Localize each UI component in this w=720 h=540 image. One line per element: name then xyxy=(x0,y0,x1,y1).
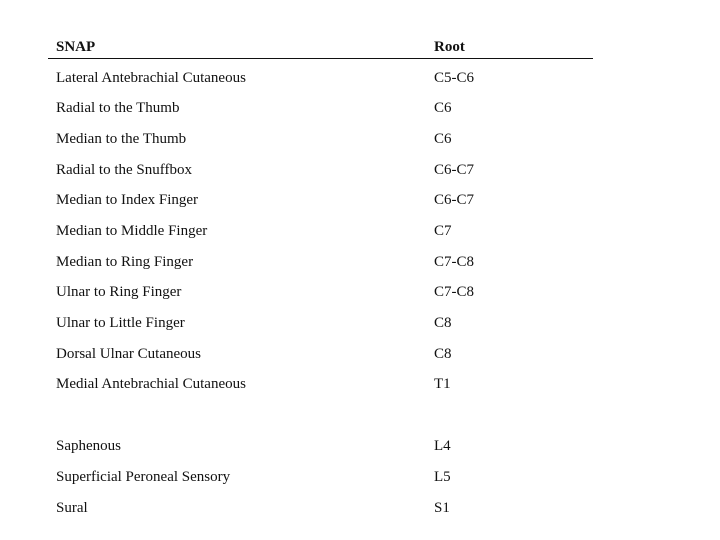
table-row xyxy=(0,128,720,150)
table-row xyxy=(0,159,720,181)
table-row xyxy=(0,251,720,273)
root-cell: C7-C8 xyxy=(434,254,475,270)
snap-cell: Ulnar to Ring Finger xyxy=(56,284,182,300)
root-cell: L5 xyxy=(434,469,451,485)
table-row xyxy=(0,466,720,488)
root-cell: C6 xyxy=(434,100,452,116)
header-divider xyxy=(48,58,593,59)
table-row xyxy=(0,67,720,89)
root-cell: L4 xyxy=(434,438,451,454)
root-cell: C6 xyxy=(434,131,452,147)
table-row xyxy=(0,373,720,395)
table-header-row xyxy=(0,36,720,60)
snap-cell: Ulnar to Little Finger xyxy=(56,315,185,331)
snap-cell: Saphenous xyxy=(56,438,121,454)
root-cell: T1 xyxy=(434,376,451,392)
snap-cell: Sural xyxy=(56,500,88,516)
root-cell: C6-C7 xyxy=(434,162,475,178)
table-row xyxy=(0,312,720,334)
snap-cell: Median to Ring Finger xyxy=(56,254,194,270)
root-cell: C5-C6 xyxy=(434,70,475,86)
table-row xyxy=(0,497,720,519)
table-row xyxy=(0,343,720,365)
snap-cell: Median to the Thumb xyxy=(56,131,187,147)
header-snap: SNAP xyxy=(56,39,96,55)
root-cell: S1 xyxy=(434,500,450,516)
table-row xyxy=(0,281,720,303)
table-row xyxy=(0,435,720,457)
root-cell: C7 xyxy=(434,223,452,239)
root-cell: C6-C7 xyxy=(434,192,475,208)
root-cell: C7-C8 xyxy=(434,284,475,300)
snap-cell: Lateral Antebrachial Cutaneous xyxy=(56,70,246,86)
header-root: Root xyxy=(434,39,465,55)
snap-cell: Superficial Peroneal Sensory xyxy=(56,469,231,485)
table-row xyxy=(0,189,720,211)
table-row xyxy=(0,97,720,119)
snap-cell: Medial Antebrachial Cutaneous xyxy=(56,376,246,392)
snap-cell: Median to Index Finger xyxy=(56,192,199,208)
root-cell: C8 xyxy=(434,346,452,362)
snap-cell: Radial to the Thumb xyxy=(56,100,180,116)
snap-cell: Median to Middle Finger xyxy=(56,223,208,239)
snap-cell: Radial to the Snuffbox xyxy=(56,162,192,178)
snap-cell: Dorsal Ulnar Cutaneous xyxy=(56,346,201,362)
table-row xyxy=(0,220,720,242)
root-cell: C8 xyxy=(434,315,452,331)
